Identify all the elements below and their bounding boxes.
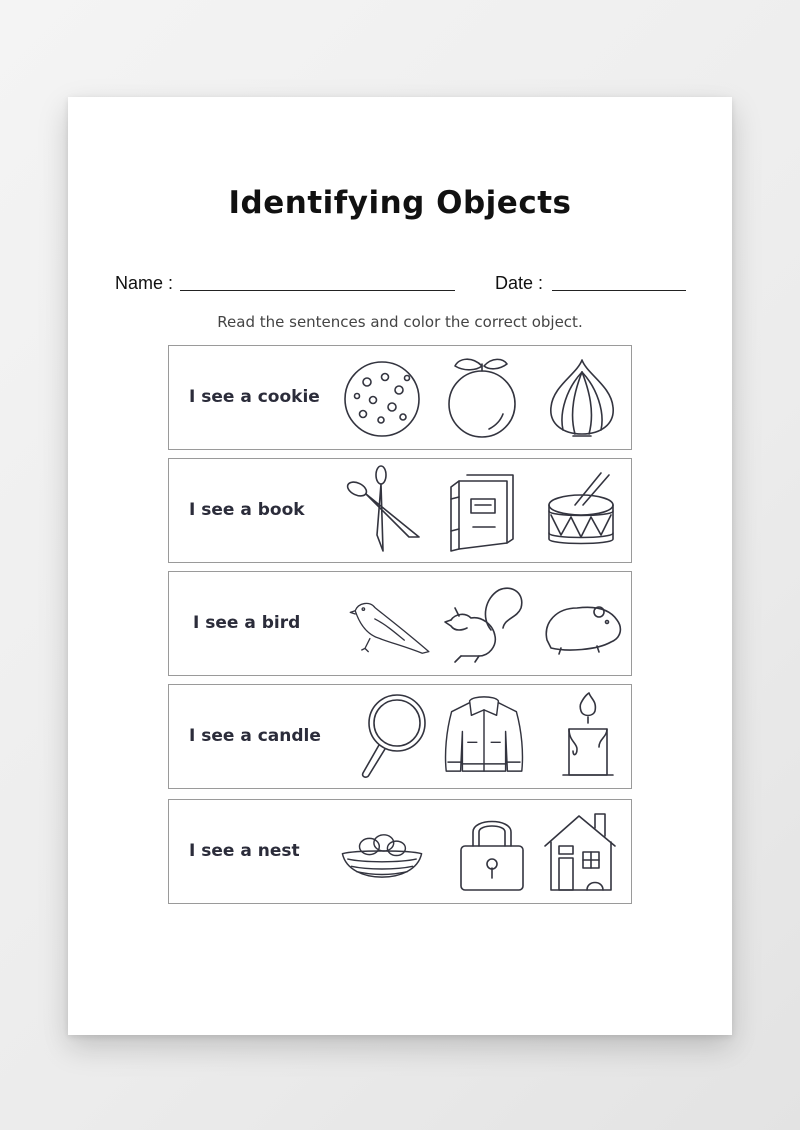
house-icon[interactable]: [537, 806, 627, 896]
orange-icon[interactable]: [437, 352, 527, 442]
row-cookie: [168, 345, 632, 450]
row-sentence: I see a bird: [193, 613, 301, 633]
candle-icon[interactable]: [547, 691, 637, 781]
row-nest: [168, 799, 632, 904]
worksheet-page: [68, 97, 732, 1035]
row-bird: [168, 571, 632, 676]
row-book: [168, 458, 632, 563]
name-field[interactable]: [180, 290, 455, 291]
nest-icon[interactable]: [337, 806, 427, 896]
row-candle: [168, 684, 632, 789]
row-sentence: I see a nest: [189, 841, 300, 861]
row-sentence: I see a cookie: [189, 387, 320, 407]
row-sentence: I see a book: [189, 500, 305, 520]
row-sentence: I see a candle: [189, 726, 321, 746]
magnifying-glass-icon[interactable]: [349, 691, 439, 781]
date-field[interactable]: [552, 290, 686, 291]
drum-icon[interactable]: [537, 465, 627, 555]
garlic-icon[interactable]: [537, 352, 627, 442]
worksheet-title: Identifying Objects: [228, 185, 572, 221]
name-label: Name :: [115, 273, 174, 293]
cookie-icon[interactable]: [337, 352, 427, 442]
scissors-icon[interactable]: [337, 465, 427, 555]
book-icon[interactable]: [437, 465, 527, 555]
hamster-icon[interactable]: [537, 578, 627, 668]
squirrel-icon[interactable]: [441, 578, 531, 668]
padlock-icon[interactable]: [447, 806, 537, 896]
bird-icon[interactable]: [347, 578, 437, 668]
jacket-icon[interactable]: [439, 691, 529, 781]
instructions: Read the sentences and color the correct object.: [217, 313, 583, 331]
date-label: Date :: [495, 273, 544, 293]
